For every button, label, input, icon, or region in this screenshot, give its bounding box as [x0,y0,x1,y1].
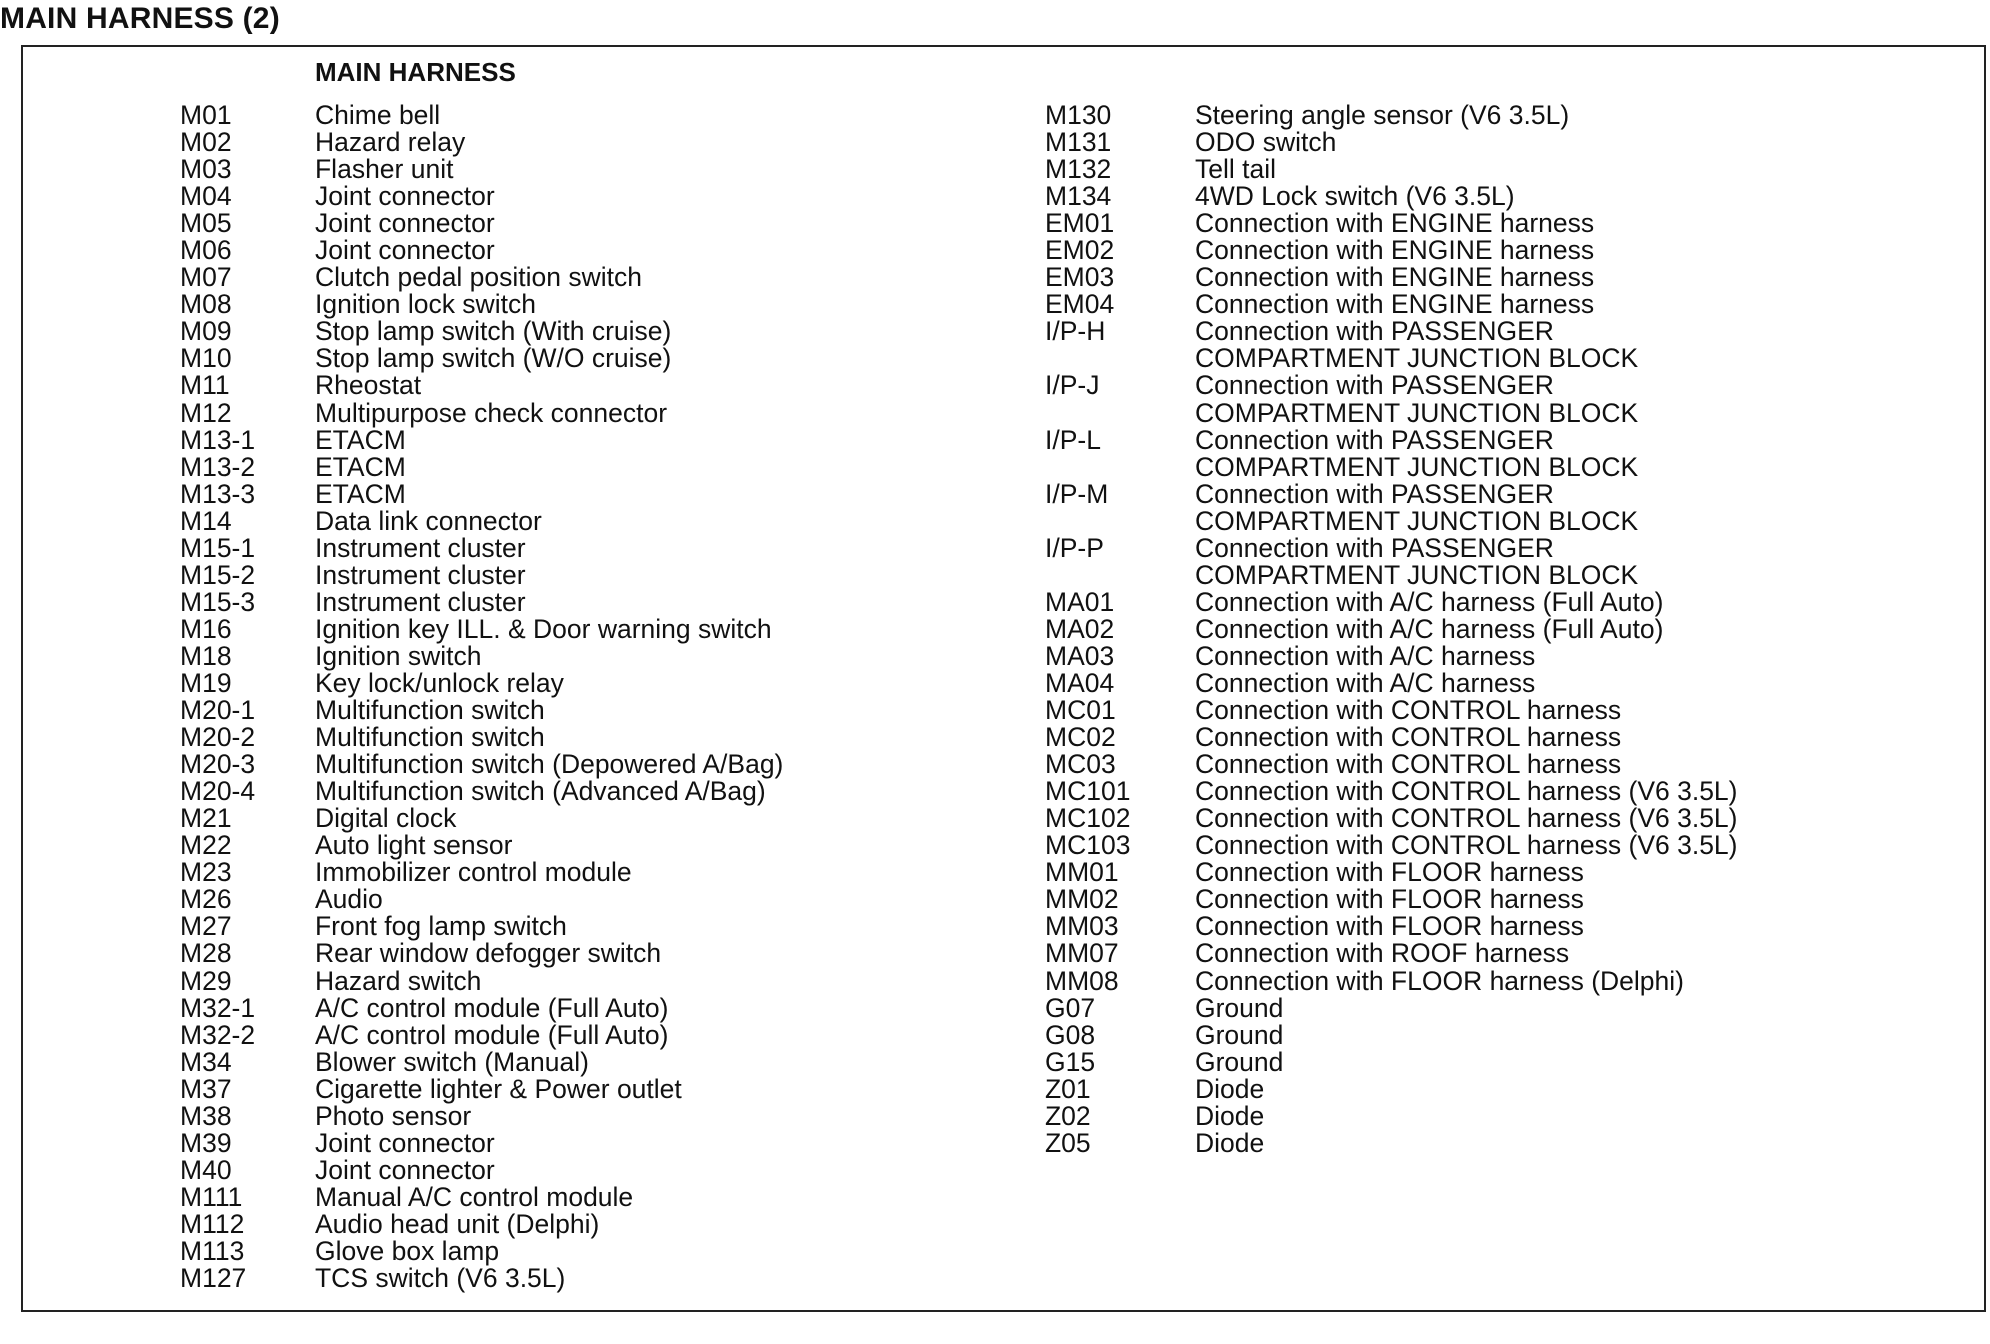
connector-code [1045,508,1195,535]
connector-code: G15 [1045,1046,1096,1077]
connector-description: Diode [1195,1073,1265,1104]
connector-row [1045,613,1738,644]
connector-code: M21 [180,803,232,834]
connector-description: Connection with A/C harness (Full Auto) [1195,586,1664,617]
connector-code: M134 [1045,181,1112,212]
connector-description: Joint connector [315,1154,495,1185]
connector-row [1045,886,1738,913]
connector-row [180,667,783,698]
connector-code: M03 [180,154,232,185]
connector-description: Cigarette lighter & Power outlet [315,1073,682,1104]
connector-description: Connection with FLOOR harness [1195,884,1584,915]
connector-row [180,478,783,509]
connector-description: Joint connector [315,235,495,266]
connector-code: M37 [180,1073,232,1104]
connector-description: Connection with CONTROL harness (V6 3.5L) [1195,776,1738,807]
connector-description: Connection with A/C harness (Full Auto) [1195,613,1664,644]
connector-row [180,1046,783,1077]
connector-code: MC102 [1045,803,1131,834]
connector-row [180,291,783,318]
connector-description: Multifunction switch (Advanced A/Bag) [315,776,766,807]
connector-description: Multipurpose check connector [315,397,668,428]
connector-row [1045,129,1738,156]
connector-code: I/P-H [1045,316,1106,347]
connector-description: Connection with PASSENGER [1195,424,1554,455]
connector-code: M130 [1045,100,1112,130]
connector-code: MA04 [1045,667,1115,698]
right-connector-list [1045,102,1738,1157]
connector-description: Audio head unit (Delphi) [315,1208,600,1239]
connector-code: MC02 [1045,722,1116,753]
connector-row [180,372,783,399]
connector-description: Key lock/unlock relay [315,667,564,698]
connector-code: M38 [180,1100,232,1131]
connector-code: EM04 [1045,289,1115,320]
connector-row [180,318,783,345]
connector-description: Chime bell [315,100,441,130]
connector-code: I/P-P [1045,532,1104,563]
connector-description: Ground [1195,992,1284,1023]
connector-code: M40 [180,1154,232,1185]
connector-description: Connection with PASSENGER [1195,370,1554,401]
connector-row [180,778,783,805]
connector-row [1045,532,1738,563]
connector-code: MM02 [1045,884,1119,915]
connector-row [1045,992,1738,1023]
connector-row [1045,237,1738,264]
connector-row [1045,505,1738,536]
connector-description: Digital clock [315,803,457,834]
connector-row [180,965,783,996]
connector-code [1045,345,1195,372]
connector-code: M28 [180,938,232,969]
connector-description: Auto light sensor [315,830,513,861]
connector-code: EM01 [1045,208,1115,239]
connector-row [180,345,783,372]
connector-description: Connection with FLOOR harness [1195,857,1584,888]
connector-code: Z02 [1045,1100,1091,1131]
connector-description: A/C control module (Full Auto) [315,992,669,1023]
connector-row [180,397,783,428]
connector-code: M32-2 [180,1019,256,1050]
connector-row [180,751,783,778]
connector-code: I/P-J [1045,370,1100,401]
connector-description: Blower switch (Manual) [315,1046,589,1077]
connector-row [1045,640,1738,671]
connector-code: M04 [180,181,232,212]
connector-code: M20-3 [180,749,256,780]
connector-row [1045,156,1738,183]
connector-row [180,640,783,671]
connector-code: MM03 [1045,911,1119,942]
connector-description: Connection with PASSENGER [1195,478,1554,509]
connector-code: MC03 [1045,749,1116,780]
section-heading: MAIN HARNESS [315,57,516,87]
connector-code: MM07 [1045,938,1119,969]
connector-row [180,451,783,482]
connector-row [180,237,783,264]
connector-row [180,424,783,455]
connector-description: Flasher unit [315,154,454,185]
connector-description: Connection with A/C harness [1195,640,1536,671]
connector-code: M111 [180,1181,243,1212]
connector-description: Connection with ENGINE harness [1195,289,1595,320]
connector-row [1045,424,1738,455]
connector-row [180,586,783,617]
connector-code: M14 [180,505,232,536]
connector-description: Stop lamp switch (With cruise) [315,316,672,347]
connector-row [180,1019,783,1050]
connector-code: M15-3 [180,586,256,617]
connector-row [1045,372,1738,399]
connector-description: Joint connector [315,1127,495,1158]
connector-code: M13-1 [180,424,256,455]
connector-code: M27 [180,911,232,942]
connector-code: M02 [180,127,232,158]
connector-description: Multifunction switch [315,722,545,753]
connector-description: Connection with A/C harness [1195,667,1536,698]
connector-code: M127 [180,1263,247,1294]
connector-description: Connection with ENGINE harness [1195,208,1595,239]
connector-row [1045,397,1738,428]
connector-row [180,805,783,832]
connector-description: Ground [1195,1019,1284,1050]
connector-code: MC103 [1045,830,1131,861]
connector-row [1045,1019,1738,1050]
connector-description: Connection with CONTROL harness [1195,695,1622,726]
connector-code: MC101 [1045,776,1131,807]
connector-description: Joint connector [315,181,495,212]
connector-code: M13-2 [180,451,256,482]
connector-row [1045,586,1738,617]
connector-description: Glove box lamp [315,1235,500,1266]
connector-row [180,913,783,940]
connector-row [180,210,783,237]
connector-code: MA02 [1045,613,1115,644]
connector-code: I/P-M [1045,478,1109,509]
connector-description: Diode [1195,1127,1265,1158]
connector-row [180,1235,783,1266]
connector-row [1045,913,1738,940]
connector-code: M08 [180,289,232,320]
connector-description: COMPARTMENT JUNCTION BLOCK [1195,505,1639,536]
connector-description: Connection with CONTROL harness [1195,749,1622,780]
connector-code: M39 [180,1127,232,1158]
connector-code: M15-2 [180,559,256,590]
connector-code: M01 [180,100,232,130]
connector-code: M07 [180,262,232,293]
connector-description: Manual A/C control module [315,1181,634,1212]
connector-row [180,1208,783,1239]
connector-description: Rear window defogger switch [315,938,662,969]
connector-code: M16 [180,613,232,644]
connector-description: Connection with FLOOR harness (Delphi) [1195,965,1684,996]
connector-row [1045,965,1738,996]
connector-description: Instrument cluster [315,532,526,563]
connector-row [180,613,783,644]
connector-description: Joint connector [315,208,495,239]
left-connector-list [180,102,783,1292]
connector-row [1045,940,1738,967]
connector-row [1045,451,1738,482]
connector-row [1045,478,1738,509]
connector-description: Clutch pedal position switch [315,262,643,293]
connector-code: MM08 [1045,965,1119,996]
connector-row [180,859,783,886]
connector-row [180,1100,783,1131]
connector-code: M18 [180,640,232,671]
connector-code: M23 [180,857,232,888]
connector-description: Connection with ENGINE harness [1195,262,1595,293]
connector-code: G07 [1045,992,1096,1023]
connector-row [180,1265,783,1292]
connector-code: M11 [180,370,230,401]
connector-code: M32-1 [180,992,256,1023]
connector-row [180,156,783,183]
connector-description: Rheostat [315,370,422,401]
connector-description: Connection with CONTROL harness (V6 3.5L) [1195,830,1738,861]
connector-description: Ignition key ILL. & Door warning switch [315,613,772,644]
connector-row [180,129,783,156]
connector-row [1045,1046,1738,1077]
connector-description: Ignition lock switch [315,289,536,320]
connector-code: M112 [180,1208,245,1239]
connector-code: M131 [1045,127,1112,158]
connector-code: M12 [180,397,232,428]
connector-code [1045,454,1195,481]
connector-row [180,505,783,536]
connector-code: M05 [180,208,232,239]
connector-description: Photo sensor [315,1100,472,1131]
connector-row [1045,778,1738,805]
connector-code: M34 [180,1046,232,1077]
connector-code: G08 [1045,1019,1096,1050]
connector-description: Connection with PASSENGER [1195,532,1554,563]
connector-row [1045,291,1738,318]
connector-description: Data link connector [315,505,542,536]
connector-description: COMPARTMENT JUNCTION BLOCK [1195,397,1639,428]
connector-code: M19 [180,667,232,698]
connector-code: M20-2 [180,722,256,753]
connector-code: M20-4 [180,776,256,807]
connector-description: Front fog lamp switch [315,911,567,942]
connector-row [180,724,783,751]
connector-row [1045,318,1738,345]
connector-row [1045,724,1738,751]
connector-code: MM01 [1045,857,1119,888]
connector-description: A/C control module (Full Auto) [315,1019,669,1050]
connector-code: M10 [180,343,232,374]
connector-row [1045,832,1738,859]
connector-row [1045,183,1738,210]
connector-description: Ignition switch [315,640,482,671]
connector-code [1045,400,1195,427]
connector-row [180,886,783,913]
connector-code: EM03 [1045,262,1115,293]
connector-row [1045,697,1738,724]
connector-code: MA03 [1045,640,1115,671]
connector-description: Hazard switch [315,965,482,996]
connector-row [1045,1073,1738,1104]
connector-code: M22 [180,830,232,861]
connector-description: Immobilizer control module [315,857,632,888]
connector-description: Tell tail [1195,154,1277,185]
connector-description: Stop lamp switch (W/O cruise) [315,343,672,374]
connector-code: EM02 [1045,235,1115,266]
connector-row [1045,805,1738,832]
connector-row [180,532,783,563]
connector-description: COMPARTMENT JUNCTION BLOCK [1195,559,1639,590]
connector-description: Instrument cluster [315,586,526,617]
connector-description: ODO switch [1195,127,1337,158]
connector-description: 4WD Lock switch (V6 3.5L) [1195,181,1515,212]
connector-code: M09 [180,316,232,347]
connector-row [1045,102,1738,129]
connector-row [1045,264,1738,291]
connector-row [180,264,783,291]
connector-description: ETACM [315,451,406,482]
connector-row [180,559,783,590]
connector-description: Multifunction switch [315,695,545,726]
connector-row [1045,859,1738,886]
connector-code: M20-1 [180,695,256,726]
connector-description: Connection with FLOOR harness [1195,911,1584,942]
connector-row [1045,559,1738,590]
connector-description: Audio [315,884,383,915]
connector-row [1045,751,1738,778]
connector-description: Hazard relay [315,127,466,158]
connector-code: M26 [180,884,232,915]
connector-row [180,1154,783,1185]
connector-code: M15-1 [180,532,256,563]
connector-description: Steering angle sensor (V6 3.5L) [1195,100,1570,130]
connector-description: Connection with PASSENGER [1195,316,1554,347]
connector-row [180,1127,783,1158]
connector-code: MC01 [1045,695,1116,726]
connector-description: Multifunction switch (Depowered A/Bag) [315,749,784,780]
connector-description: Instrument cluster [315,559,526,590]
connector-row [180,992,783,1023]
connector-description: Connection with CONTROL harness [1195,722,1622,753]
connector-code: Z01 [1045,1073,1091,1104]
connector-row [1045,1100,1738,1131]
connector-code: MA01 [1045,586,1115,617]
connector-row [180,183,783,210]
connector-row [180,940,783,967]
connector-description: COMPARTMENT JUNCTION BLOCK [1195,343,1639,374]
connector-code: M29 [180,965,232,996]
connector-row [180,832,783,859]
page-title: MAIN HARNESS (2) [0,2,280,35]
connector-description: Diode [1195,1100,1265,1131]
connector-code: M132 [1045,154,1112,185]
connector-row [1045,345,1738,372]
connector-code [1045,562,1195,589]
connector-description: Connection with CONTROL harness (V6 3.5L) [1195,803,1738,834]
connector-row [1045,210,1738,237]
connector-code: I/P-L [1045,424,1101,455]
connector-code: M06 [180,235,232,266]
connector-code: Z05 [1045,1127,1091,1158]
connector-row [180,1073,783,1104]
connector-row [1045,1127,1738,1158]
connector-row [1045,667,1738,698]
connector-description: Connection with ENGINE harness [1195,235,1595,266]
connector-description: Connection with ROOF harness [1195,938,1570,969]
connector-row [180,102,783,129]
connector-description: TCS switch (V6 3.5L) [315,1263,566,1294]
connector-description: ETACM [315,424,406,455]
connector-row [180,1181,783,1212]
connector-code: M113 [180,1235,245,1266]
connector-description: ETACM [315,478,406,509]
connector-description: Ground [1195,1046,1284,1077]
connector-description: COMPARTMENT JUNCTION BLOCK [1195,451,1639,482]
connector-code: M13-3 [180,478,256,509]
connector-row [180,697,783,724]
